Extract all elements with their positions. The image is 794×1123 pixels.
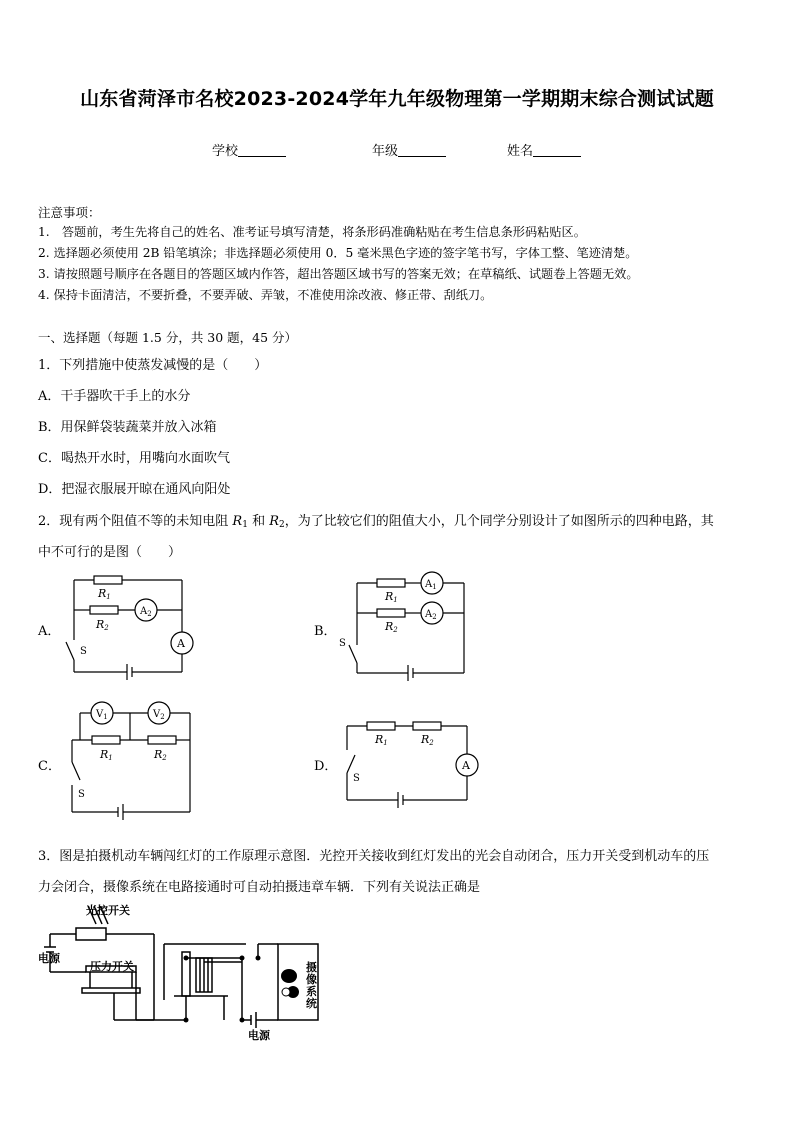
r1-label: R1 (98, 587, 111, 601)
name-label: 姓名 (507, 144, 534, 159)
r1-sub: 1 (242, 520, 248, 530)
q2-and: 和 (247, 514, 270, 529)
school-blank[interactable] (238, 143, 286, 157)
school-label: 学校 (212, 144, 239, 159)
circuit-b-label: B． (314, 624, 337, 639)
power-source-label-2: 电源 (248, 1029, 270, 1042)
name-blank[interactable] (533, 143, 581, 157)
q2-stem (38, 510, 714, 530)
svg-text:R1: R1 (385, 590, 398, 604)
svg-text:R2: R2 (385, 620, 398, 634)
svg-text:V2: $V_2$ (153, 709, 165, 721)
svg-text:A2: $A_2$ (425, 609, 437, 621)
circuit-d-diagram (337, 715, 477, 810)
svg-text:R1: R1 (375, 733, 388, 747)
grade-field (372, 140, 446, 159)
circuit-b-diagram (337, 570, 477, 680)
name-field (507, 140, 581, 159)
notice-title: 注意事项： (38, 205, 101, 220)
q1-option-a: A．干手器吹干手上的水分 (38, 389, 191, 404)
notice-item: 3. 请按照题号顺序在各题目的答题区域内作答，超出答题区域书写的答案无效；在草稿纸、试题卷上答题无效。 (38, 267, 639, 281)
circuit-c-diagram (60, 700, 200, 820)
notice-item: 4. 保持卡面清洁，不要折叠，不要弄破、弄皱，不准使用涂改液、修正带、刮纸刀。 (38, 288, 493, 302)
camera-system-label: 摄像系统 (306, 961, 317, 1010)
ammeter-a: A (177, 637, 185, 650)
q1-option-c: C．喝热开水时，用嘴向水面吹气 (38, 451, 230, 466)
circuit-a-diagram (60, 570, 200, 680)
q1-option-d: D．把湿衣服展开晾在通风向阳处 (38, 482, 231, 497)
notice-item: 1. 答题前，考生先将自己的姓名、准考证号填写清楚，将条形码准确粘贴在考生信息条形码粘贴区。 (38, 225, 586, 239)
notice-item: 2. 选择题必须使用 2B 铅笔填涂；非选择题必须使用 0．5 毫米黑色字迹的签字笔书写，字体工整、笔迹清楚。 (38, 246, 638, 260)
svg-text:R2: R2 (154, 748, 167, 762)
r2-symbol: R (269, 514, 279, 529)
svg-text:S: S (339, 638, 346, 649)
ammeter-a2: $A_2$ (140, 606, 152, 618)
pressure-switch-label: 压力开关 (90, 960, 134, 973)
q2-text: 2．现有两个阻值不等的未知电阻 (38, 514, 233, 529)
grade-label: 年级 (372, 144, 399, 159)
svg-text:S: S (78, 789, 85, 800)
svg-text:A: A (462, 759, 470, 772)
red-light-camera-diagram (36, 900, 336, 1040)
q1-option-b: B．用保鲜袋装蔬菜并放入冰箱 (38, 420, 217, 435)
school-field (212, 140, 286, 159)
q2-stem-line2: 中不可行的是图（ ） (38, 545, 182, 560)
svg-text:A1: $A_1$ (425, 579, 437, 591)
circuit-a-label: A． (38, 624, 61, 639)
q3-stem-line1: 3．图是拍摄机动车辆闯红灯的工作原理示意图．光控开关接收到红灯发出的光会自动闭合，压力开关受到机动车的压 (38, 849, 710, 864)
q2-text-2: ，为了比较它们的阻值大小，几个同学分别设计了如图所示的四种电路，其 (284, 514, 714, 529)
svg-text:R2: R2 (421, 733, 434, 747)
r2-label: R2 (96, 618, 109, 632)
r1-symbol: R (232, 514, 243, 529)
svg-text:V1: $V_1$ (96, 709, 108, 721)
r2-sub: 2 (279, 520, 285, 530)
page-title: 山东省菏泽市名校2023-2024学年九年级物理第一学期期末综合测试试题 (80, 88, 714, 110)
q3-stem-line2: 力会闭合，摄像系统在电路接通时可自动拍摄违章车辆．下列有关说法正确是 (38, 880, 481, 895)
light-switch-label: 光控开关 (86, 904, 130, 917)
grade-blank[interactable] (398, 143, 446, 157)
circuit-d-label: D． (314, 759, 338, 774)
q1-stem: 1．下列措施中使蒸发减慢的是（ ） (38, 358, 268, 373)
svg-text:R1: R1 (100, 748, 113, 762)
circuit-c-label: C． (38, 759, 61, 774)
switch-label: S (80, 646, 87, 657)
power-source-label-1: 电源 (38, 952, 60, 965)
section-heading: 一、选择题（每题 1.5 分，共 30 题，45 分） (38, 330, 298, 345)
svg-text:S: S (353, 773, 360, 784)
